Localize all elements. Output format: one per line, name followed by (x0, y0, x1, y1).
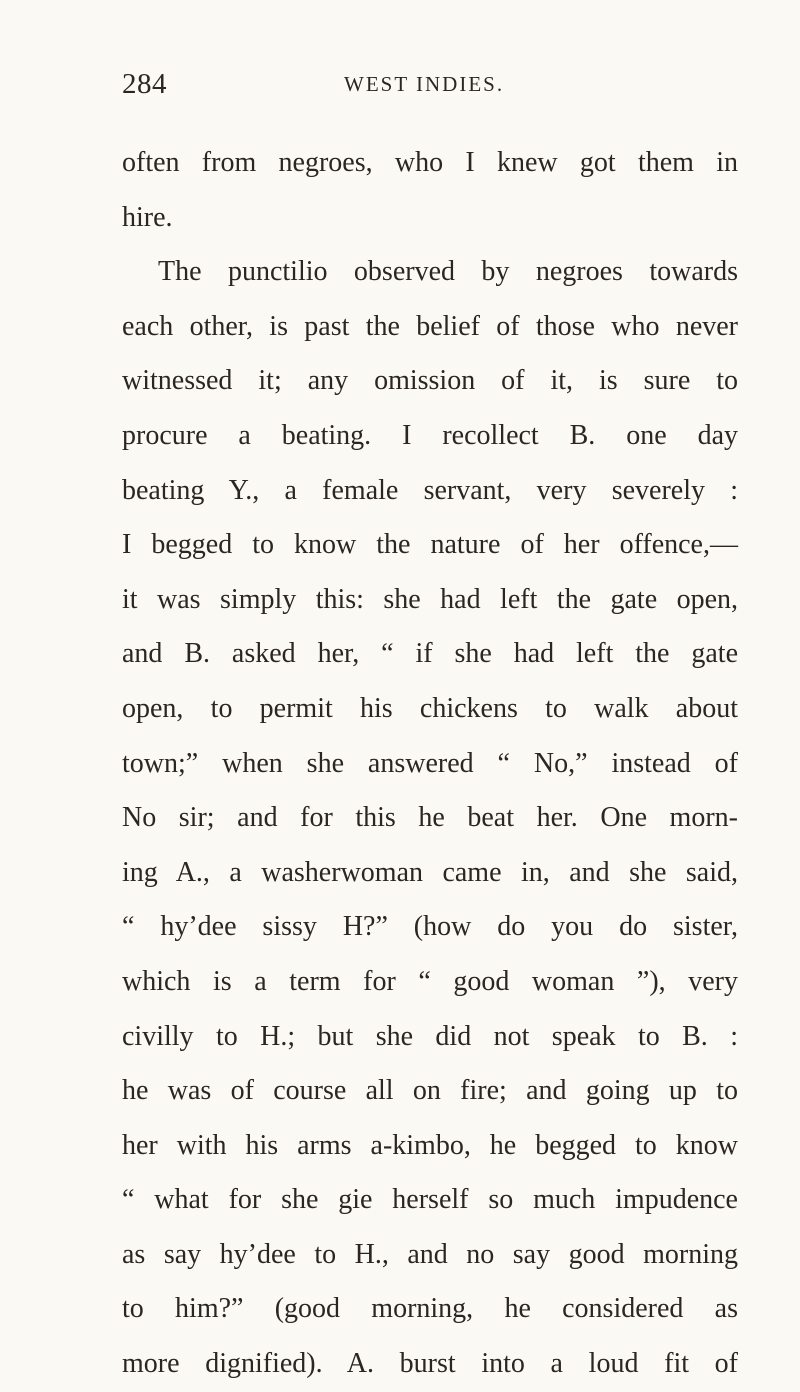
text-line: beating Y., a female servant, very severely : (122, 474, 738, 506)
text-line: town;” when she answered “ No,” instead of (122, 747, 738, 779)
text-line: witnessed it; any omission of it, is sure to (122, 365, 738, 397)
text-line: more dignified). A. burst into a loud fit of (122, 1348, 738, 1380)
text-line: No sir; and for this he beat her. One morn- (122, 802, 738, 834)
text-line: it was simply this: she had left the gate open, (122, 583, 738, 615)
text-line: each other, is past the belief of those who never (122, 310, 738, 342)
text-line: her with his arms a-kimbo, he begged to know (122, 1129, 738, 1161)
text-line: open, to permit his chickens to walk about (122, 692, 738, 724)
paragraph-first-line: The punctilio observed by negroes towards (158, 256, 738, 288)
text-line: to him?” (good morning, he considered as (122, 1293, 738, 1325)
page-header (122, 68, 738, 108)
text-line: ing A., a washerwoman came in, and she said, (122, 856, 738, 888)
text-line: and B. asked her, “ if she had left the gate (122, 638, 738, 670)
text-line: he was of course all on fire; and going up to (122, 1075, 738, 1107)
running-head: WEST INDIES. (344, 72, 505, 96)
text-line: “ hy’dee sissy H?” (how do you do sister, (122, 911, 738, 943)
text-line: civilly to H.; but she did not speak to B. : (122, 1020, 738, 1052)
text-line: which is a term for “ good woman ”), very (122, 965, 738, 997)
text-line: as say hy’dee to H., and no say good morning (122, 1238, 738, 1270)
page-number: 284 (122, 68, 167, 100)
text-line: procure a beating. I recollect B. one day (122, 419, 738, 451)
text-line: I begged to know the nature of her offence,— (122, 529, 738, 561)
text-line: “ what for she gie herself so much impudence (122, 1184, 738, 1216)
body-text (122, 136, 738, 1392)
text-line: often from negroes, who I knew got them in (122, 147, 738, 178)
text-line: hire. (122, 201, 173, 233)
